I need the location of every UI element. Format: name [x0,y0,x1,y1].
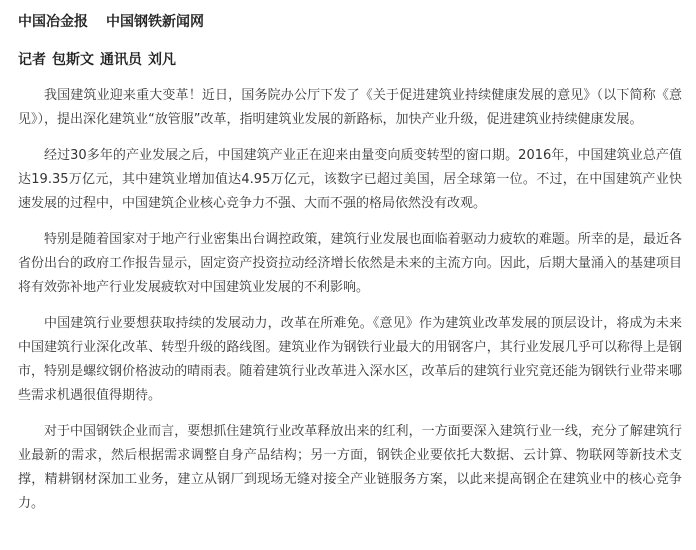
article-paragraph: 经过30多年的产业发展之后，中国建筑产业正在迎来由量变向质变转型的窗口期。2016年，中国建筑业总产值达19.35万亿元，其中建筑业增加值达4.95万亿元，该数字已超过美国，居全球第一位。不过，在中国建筑产业快速发展的过程中，中国建筑企业核心竞争力不强、大而不强的格局依然没有改观。 [18,148,682,211]
source-line [18,10,682,34]
byline [18,48,682,72]
reporter-name: 包斯文 [52,52,94,68]
source-name: 中国钢铁新闻网 [106,14,204,30]
article-paragraph: 对于中国钢铁企业而言，要想抓住建筑行业改革释放出来的红利，一方面要深入建筑行业一线，充分了解建筑行业最新的需求，然后根据需求调整自身产品结构；另一方面，钢铁企业要依托大数据、云计算、物联网等新技术支撑，精耕钢材深加工业务，建立从钢厂到现场无缝对接全产业链服务方案，以此来提高钢企在建筑业中的核心竞争力。 [18,424,682,511]
correspondent-label: 通讯员 [100,52,142,68]
article-paragraph: 我国建筑业迎来重大变革！近日，国务院办公厅下发了《关于促进建筑业持续健康发展的意见》（以下简称《意见》），提出深化建筑业“放管服”改革，指明建筑业发展的新路标，加快产业升级，促进建筑业持续健康发展。 [18,88,682,127]
source-name: 中国冶金报 [18,14,88,30]
reporter-label: 记者 [18,52,46,68]
article-paragraph: 特别是随着国家对于地产行业密集出台调控政策，建筑行业发展也面临着驱动力疲软的难题。所幸的是，最近各省份出台的政府工作报告显示，固定资产投资拉动经济增长依然是未来的主流方向。因此，后期大量涌入的基建项目将有效弥补地产行业发展疲软对中国建筑业发展的不利影响。 [18,232,682,295]
correspondent-name: 刘凡 [148,52,176,68]
article-body [18,84,682,516]
article-paragraph: 中国建筑行业要想获取持续的发展动力，改革在所难免。《意见》作为建筑业改革发展的顶层设计，将成为未来中国建筑行业深化改革、转型升级的路线图。建筑业作为钢铁行业最大的用钢客户，其行业发展几乎可以称得上是钢市，特别是螺纹钢价格波动的晴雨表。随着建筑行业改革进入深水区，改革后的建筑行业究竟还能为钢铁行业带来哪些需求机遇很值得期待。 [18,316,682,403]
